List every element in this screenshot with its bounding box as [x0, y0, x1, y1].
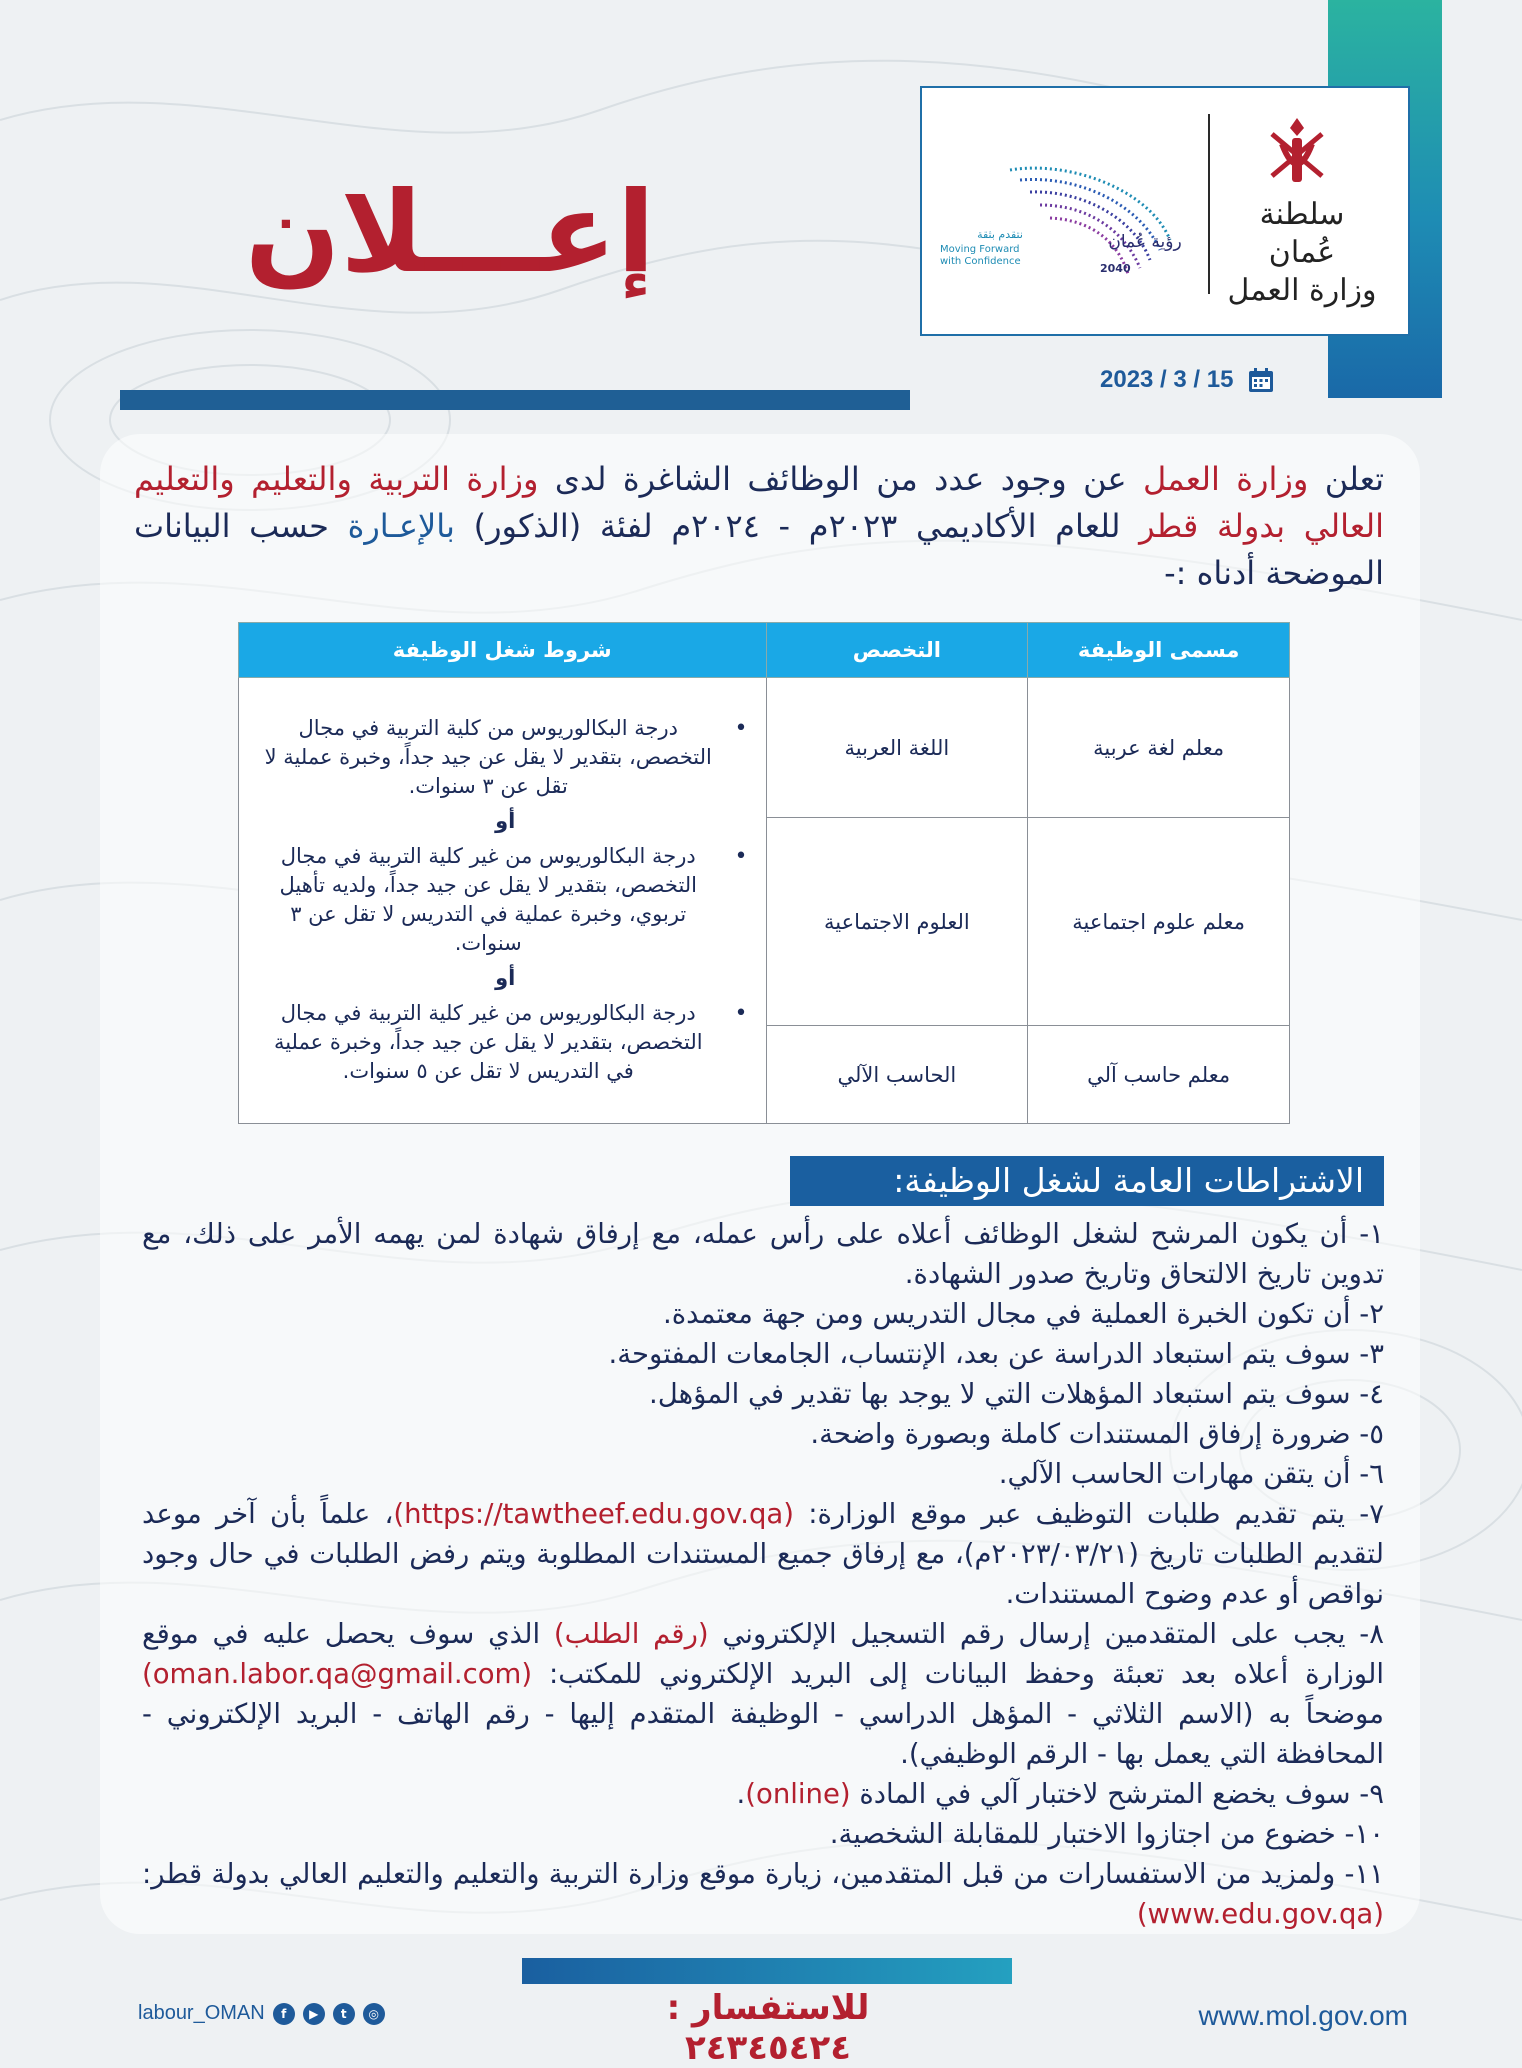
- conditions-cell: [239, 678, 767, 1124]
- tagline-english: Moving Forward with Confidence: [940, 244, 1021, 267]
- intro-text: للعام الأكاديمي ٢٠٢٣م - ٢٠٢٤م لفئة (الذكور): [454, 507, 1140, 545]
- youtube-icon[interactable]: ▶: [303, 2003, 325, 2025]
- job-title-cell: معلم لغة عربية: [1028, 678, 1290, 818]
- table-header-row: [239, 623, 1290, 678]
- term-text: موضحاً به (الاسم الثلاثي - المؤهل الدراسي - الوظيفة المتقدم إليها - رقم الهاتف - البريد الإلكتروني - المحافظة التي يعمل بها - الرقم الوظيفي).: [142, 1698, 1384, 1770]
- facebook-icon[interactable]: f: [273, 2003, 295, 2025]
- term-text: ١١- ولمزيد من الاستفسارات من قبل المتقدمين، زيارة موقع وزارة التربية والتعليم والتعليم العالي بدولة قطر:: [142, 1858, 1384, 1890]
- vision-title: رؤية عُمان: [1108, 232, 1182, 252]
- specialization-cell: الحاسب الآلي: [766, 1026, 1028, 1124]
- logo-divider: [1208, 114, 1210, 294]
- instagram-icon[interactable]: ◎: [363, 2003, 385, 2025]
- page-title: إعـــلان: [244, 168, 656, 298]
- edu-website-link[interactable]: (www.edu.gov.qa): [1136, 1898, 1384, 1930]
- online-label: (online): [745, 1778, 851, 1810]
- vision-year: 2040: [1100, 262, 1131, 275]
- terms-heading: الاشتراطات العامة لشغل الوظيفة:: [790, 1156, 1384, 1206]
- specialization-cell: اللغة العربية: [766, 678, 1028, 818]
- term-item: ٥- ضرورة إرفاق المستندات كاملة وبصورة واضحة.: [810, 1418, 1384, 1450]
- column-header: شروط شغل الوظيفة: [239, 623, 767, 678]
- column-header: مسمى الوظيفة: [1028, 623, 1290, 678]
- social-links: [138, 2002, 418, 2025]
- term-text: ٨- يجب على المتقدمين إرسال رقم التسجيل الإلكتروني: [708, 1618, 1384, 1650]
- footer-phone: للاستفسار : ٢٤٣٤٥٤٢٤: [666, 1988, 870, 2068]
- job-title-cell: معلم علوم اجتماعية: [1028, 818, 1290, 1026]
- condition-item: • درجة البكالوريوس من غير كلية التربية في مجال التخصص، بتقدير لا يقل عن جيد جداً، وخبرة عملية في التدريس لا تقل عن ٥ سنوات.: [257, 999, 754, 1086]
- term-item: ١- أن يكون المرشح لشغل الوظائف أعلاه على رأس عمله، مع إرفاق شهادة لمن يهمه الأمر على ذلك، مع تدوين تاريخ الالتحاق وتاريخ صدور الشهادة.: [142, 1218, 1384, 1290]
- announcement-date: 2023 / 3 / 15: [1100, 366, 1234, 393]
- condition-item: • درجة البكالوريوس من غير كلية التربية في مجال التخصص، بتقدير لا يقل عن جيد جداً، ولديه تأهيل تربوي، وخبرة عملية في التدريس لا تقل عن ٣ سنوات.: [257, 842, 754, 958]
- footer-accent-bar: [522, 1958, 1012, 1984]
- term-item: [142, 1854, 1384, 1934]
- tagline-arabic: نتقدم بثقة: [977, 228, 1023, 241]
- condition-item: • درجة البكالوريوس من كلية التربية في مجال التخصص، بتقدير لا يقل عن جيد جداً، وخبرة عملية لا تقل عن ٣ سنوات.: [257, 714, 754, 801]
- terms-list: [142, 1214, 1384, 1934]
- term-item: ٢- أن تكون الخبرة العملية في مجال التدريس ومن جهة معتمدة.: [663, 1298, 1384, 1330]
- jobs-table: [238, 622, 1290, 1124]
- term-item: ٦- أن يتقن مهارات الحاسب الآلي.: [998, 1458, 1384, 1490]
- term-text: الذي سوف يحصل عليه في موقع الوزارة أعلاه بعد تعبئة وحفظ البيانات إلى البريد الإلكتروني للمكتب:: [142, 1618, 1384, 1690]
- calendar-icon: [1247, 366, 1275, 394]
- term-text: ٧- يتم تقديم طلبات التوظيف عبر موقع الوزارة:: [808, 1498, 1385, 1530]
- term-text: ٩- سوف يخضع المترشح لاختبار آلي في المادة: [850, 1778, 1384, 1810]
- twitter-icon[interactable]: t: [333, 2003, 355, 2025]
- column-header: التخصص: [766, 623, 1028, 678]
- intro-text: تعلن: [1308, 460, 1385, 498]
- intro-loan: بالإعـارة: [347, 507, 455, 545]
- term-text: .: [736, 1778, 746, 1810]
- term-item: ٤- سوف يتم استبعاد المؤهلات التي لا يوجد بها تقدير في المؤهل.: [649, 1378, 1384, 1410]
- job-title-cell: معلم حاسب آلي: [1028, 1026, 1290, 1124]
- or-separator: أو: [495, 808, 516, 833]
- term-text: ، علماً بأن آخر موعد لتقديم الطلبات تاريخ (٢٠٢٣/٠٣/٢١م)، مع إرفاق جميع المستندات المطلوبة ويتم رفض الطلبات في حال وجود نواقص أو عدم وضوح المستندات.: [142, 1498, 1384, 1610]
- tawtheef-link[interactable]: (https://tawtheef.edu.gov.qa): [393, 1498, 794, 1530]
- oman-emblem-icon: [1262, 114, 1332, 190]
- social-handle[interactable]: labour_OMAN: [138, 2002, 265, 2024]
- footer-website[interactable]: www.mol.gov.om: [1198, 2000, 1408, 2031]
- term-item: [142, 1494, 1384, 1614]
- email-link[interactable]: (oman.labor.qa@gmail.com): [142, 1658, 533, 1690]
- ministry-name: سلطنة عُمان وزارة العمل: [1227, 197, 1377, 308]
- term-item: [142, 1614, 1384, 1774]
- intro-ministry: وزارة العمل: [1143, 460, 1309, 498]
- or-separator: أو: [495, 965, 516, 990]
- term-item: ١٠- خضوع من اجتازوا الاختبار للمقابلة الشخصية.: [829, 1818, 1384, 1850]
- intro-paragraph: [134, 456, 1384, 597]
- intro-organization: وزارة التربية والتعليم والتعليم العالي بدولة قطر: [134, 460, 1384, 545]
- specialization-cell: العلوم الاجتماعية: [766, 818, 1028, 1026]
- term-item: ٣- سوف يتم استبعاد الدراسة عن بعد، الإنتساب، الجامعات المفتوحة.: [608, 1338, 1384, 1370]
- request-number-label: (رقم الطلب): [553, 1618, 709, 1650]
- term-item: [142, 1774, 1384, 1814]
- table-row: [239, 678, 1290, 818]
- date-row: [1100, 362, 1310, 398]
- header-divider-bar: [120, 390, 910, 410]
- intro-text: حسب البيانات الموضحة أدناه :-: [134, 507, 1384, 592]
- intro-text: عن وجود عدد من الوظائف الشاغرة لدى: [538, 460, 1144, 498]
